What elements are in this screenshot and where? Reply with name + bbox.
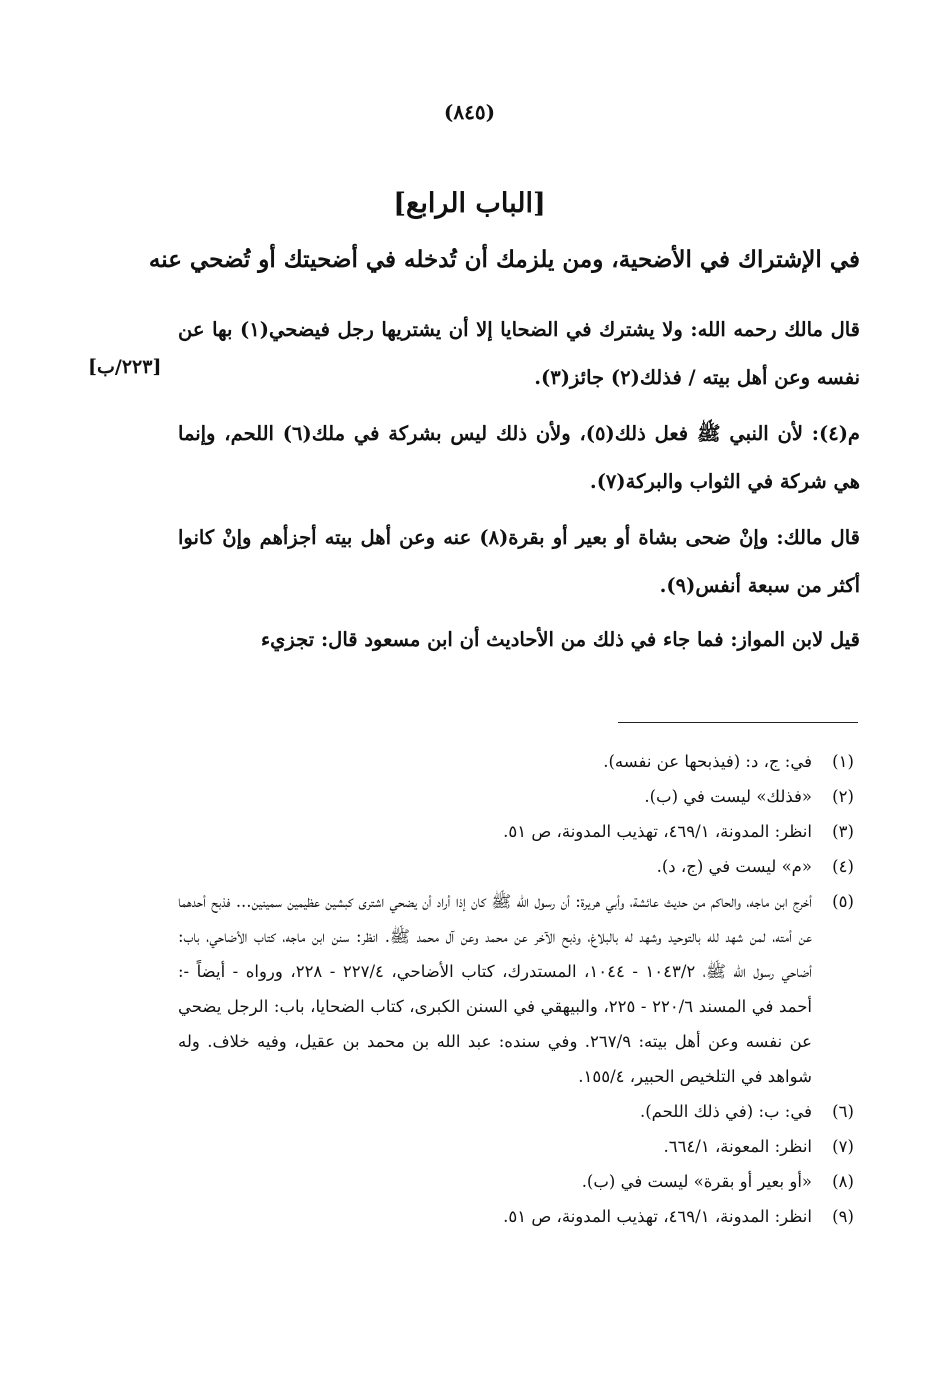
footnote-number: (٨) xyxy=(832,1172,854,1191)
chapter-subtitle: في الإشتراك في الأضحية، ومن يلزمك أن تُدخله في أضحيتك أو تُضحي عنه xyxy=(148,246,860,273)
footnote-item xyxy=(178,779,860,814)
footnote-separator xyxy=(618,722,858,723)
footnote-text: أخرج ابن ماجه، والحاكم من حديث عائشة، وأبي هريرة: أن رسول الله ﷺ كان إذا أراد أن يضحي اشترى كبشين عظيمين سمينين... فذبح أحدهما عن أمته، لمن شهد لله بالتوحيد وشهد له بالبلاغ، وذبح الآخر عن محمد وعن آل محمد ﷺ. انظر: سنن ابن ماجه، كتاب الأضاحي، باب: أضاحي رسول الله ﷺ، ١٠٤٣/٢ - ١٠٤٤، المستدرك، كتاب الأضاحي، ٢٢٧/٤ - ٢٢٨، ورواه - أيضاً -: أحمد في المسند ٢٢٠/٦ - ٢٢٥، والبيهقي في السنن الكبرى، كتاب الضحايا، باب: الرجل يضحي عن نفسه وعن أهل بيته: ٢٦٧/٩. وفي سنده: عبد الله بن محمد بن عقيل، وفيه خلاف. وله شواهد في التلخيص الحبير، ١٥٥/٤. xyxy=(178,892,812,1086)
paragraph-malik-sharing: قال مالك رحمه الله: ولا يشترك في الضحايا إلا أن يشتريها رجل فيضحي(١) بها عن نفسه وعن أهل بيته / فذلك(٢) جائز(٣). xyxy=(178,318,861,389)
page-number: (٨٤٥) xyxy=(443,100,496,124)
footnote-number: (٣) xyxy=(832,822,854,841)
footnote-item xyxy=(178,1199,860,1234)
footnote-number: (٩) xyxy=(832,1207,854,1226)
footnote-number: (١) xyxy=(832,752,854,771)
footnote-text: انظر: المدونة، ٤٦٩/١، تهذيب المدونة، ص ٥١. xyxy=(503,1207,812,1226)
paragraph-malik-household: قال مالك: وإنْ ضحى بشاة أو بعير أو بقرة(٨) عنه وعن أهل بيته أجزأهم وإنْ كانوا أكثر من سبعة أنفس(٩). xyxy=(178,526,860,597)
footnote-item xyxy=(178,744,860,779)
footnote-item xyxy=(178,884,860,1094)
footnote-text: «م» ليست في (ج، د). xyxy=(656,857,812,876)
paragraph-ibn-almawaz: قيل لابن المواز: فما جاء في ذلك من الأحاديث أن ابن مسعود قال: تجزيء xyxy=(260,628,860,651)
footnote-text: في: ب: (في ذلك اللحم). xyxy=(639,1102,812,1121)
footnote-number: (٦) xyxy=(832,1102,854,1121)
paragraph-prophet-reason: م(٤): لأن النبي ﷺ فعل ذلك(٥)، ولأن ذلك ليس بشركة في ملك(٦) اللحم، وإنما هي شركة في الثواب والبركة(٧). xyxy=(178,422,861,493)
footnote-number: (٤) xyxy=(832,857,854,876)
footnote-text: انظر: المدونة، ٤٦٩/١، تهذيب المدونة، ص ٥١. xyxy=(503,822,812,841)
footnote-item xyxy=(178,1094,860,1129)
chapter-title: [الباب الرابع] xyxy=(393,188,546,219)
footnote-number: (٢) xyxy=(832,787,854,806)
footnote-item xyxy=(178,849,860,884)
footnote-text: انظر: المعونة، ٦٦٤/١. xyxy=(663,1137,812,1156)
footnote-text: «فذلك» ليست في (ب). xyxy=(644,787,812,806)
manuscript-folio-reference: [٢٢٣/ب] xyxy=(88,356,162,378)
footnote-text: في: ج، د: (فيذبحها عن نفسه). xyxy=(603,752,812,771)
footnote-number: (٥) xyxy=(832,892,854,911)
footnote-number: (٧) xyxy=(832,1137,854,1156)
footnote-text: «أو بعير أو بقرة» ليست في (ب). xyxy=(581,1172,812,1191)
footnotes-section xyxy=(178,744,860,1234)
footnote-item xyxy=(178,1129,860,1164)
footnote-item xyxy=(178,1164,860,1199)
footnote-item xyxy=(178,814,860,849)
